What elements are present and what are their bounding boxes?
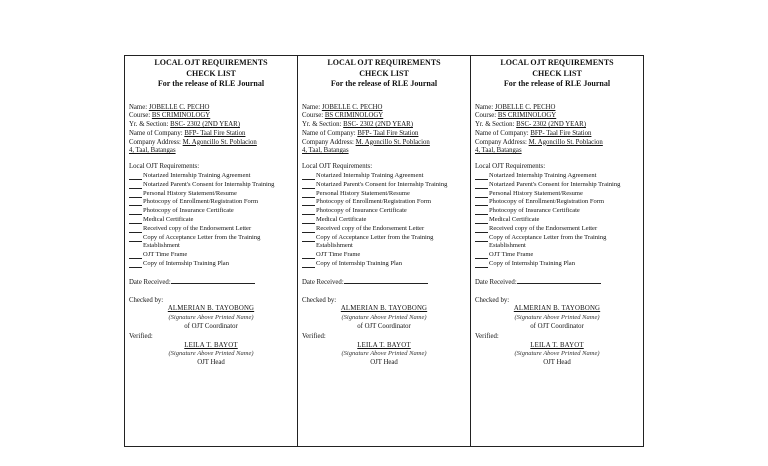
student-info (129, 104, 293, 157)
company-row (302, 130, 466, 139)
check-blank[interactable] (475, 198, 488, 206)
verified-label: Verified: (129, 332, 153, 340)
name-value: JOBELLE C. PECHO (148, 103, 210, 111)
requirement-item (475, 198, 639, 207)
requirement-item (475, 234, 639, 252)
address-value: M. Agoncillo St. Poblacion (182, 138, 257, 146)
header-line-3: For the release of RLE Journal (503, 79, 611, 88)
verifier-name: LEILA T. BAYOT (530, 341, 584, 349)
check-blank[interactable] (302, 172, 315, 180)
course-label: Course: (302, 112, 324, 120)
date-received-line[interactable] (517, 277, 601, 284)
requirement-label: Photocopy of Enrollment/Registration Form (316, 198, 432, 206)
course-label: Course: (129, 112, 151, 120)
header-line-1: LOCAL OJT REQUIREMENTS (154, 58, 268, 67)
requirement-label: Photocopy of Insurance Certificate (489, 207, 580, 215)
name-label: Name: (302, 103, 321, 111)
verifier-name: LEILA T. BAYOT (357, 341, 411, 349)
address-label: Company Address: (302, 138, 354, 146)
requirement-item (302, 234, 466, 252)
requirement-item (302, 181, 466, 190)
section-value: BSC- 2302 (2ND YEAR) (170, 121, 240, 129)
check-blank[interactable] (475, 225, 488, 233)
check-blank[interactable] (475, 260, 488, 268)
requirement-label: Personal History Statement/Resume (489, 189, 583, 197)
address-continued (302, 147, 466, 156)
checked-by-label: Checked by: (475, 296, 510, 304)
course-row (475, 112, 639, 121)
check-blank[interactable] (129, 225, 142, 233)
verifier-signature (475, 342, 639, 368)
course-row (129, 112, 293, 121)
checker-name: ALMERIAN B. TAYOBONG (167, 305, 255, 313)
verified-label: Verified: (475, 332, 499, 340)
requirements-list (475, 172, 639, 269)
requirement-label: OJT Time Frame (143, 251, 188, 259)
check-blank[interactable] (302, 260, 315, 268)
address-label: Company Address: (129, 138, 181, 146)
requirement-item (129, 190, 293, 199)
requirement-item (129, 225, 293, 234)
verifier-signature-note: (Signature Above Printed Name) (168, 350, 254, 358)
requirement-item (129, 198, 293, 207)
checked-by-label: Checked by: (302, 296, 337, 304)
section-row (302, 121, 466, 130)
card-header (302, 58, 466, 90)
name-label: Name: (129, 103, 148, 111)
company-label: Name of Company: (129, 129, 183, 137)
header-line-2: CHECK LIST (532, 68, 582, 78)
requirement-label: Copy of Internship Training Plan (143, 260, 229, 268)
requirement-item (475, 225, 639, 234)
company-value: BFP- Taal Fire Station (357, 129, 419, 137)
requirement-label: Photocopy of Insurance Certificate (316, 207, 407, 215)
header-line-2: CHECK LIST (186, 68, 236, 78)
date-received (129, 277, 293, 288)
address-continued-value: 4, Taal, Batangas (302, 147, 349, 155)
requirement-item (475, 216, 639, 225)
company-label: Name of Company: (302, 129, 356, 137)
header-line-1: LOCAL OJT REQUIREMENTS (500, 58, 614, 67)
checker-signature (129, 305, 293, 331)
requirement-item (475, 251, 639, 260)
section-label: Yr. & Section: (302, 121, 342, 129)
check-blank[interactable] (475, 251, 488, 259)
address-row (302, 139, 466, 148)
requirement-item (129, 234, 293, 252)
check-blank[interactable] (475, 216, 488, 224)
requirement-item (129, 172, 293, 181)
verifier-title: OJT Head (197, 359, 225, 367)
date-received (475, 277, 639, 288)
checked-by-label: Checked by: (129, 296, 164, 304)
course-label: Course: (475, 112, 497, 120)
company-row (129, 130, 293, 139)
requirement-label: Medical Certificate (143, 216, 194, 224)
date-received-line[interactable] (344, 277, 428, 284)
requirement-label: Photocopy of Insurance Certificate (143, 207, 234, 215)
section-label: Yr. & Section: (129, 121, 169, 129)
checker-signature-note: (Signature Above Printed Name) (168, 314, 254, 322)
requirement-label: Copy of Acceptance Letter from the Training Establishment (143, 233, 261, 250)
requirement-label: Photocopy of Enrollment/Registration Form (143, 198, 259, 206)
requirement-label: Notarized Parent's Consent for Internship Training (489, 180, 621, 188)
requirement-item (475, 207, 639, 216)
date-received-label: Date Received: (129, 278, 171, 286)
requirement-label: Received copy of the Endorsement Letter (489, 224, 598, 232)
date-received-label: Date Received: (475, 278, 517, 286)
check-blank[interactable] (475, 207, 488, 215)
requirement-label: Notarized Parent's Consent for Internship Training (143, 180, 275, 188)
checklist-card-3 (470, 55, 644, 447)
section-value: BSC- 2302 (2ND YEAR) (516, 121, 586, 129)
requirement-label: Medical Certificate (489, 216, 540, 224)
verifier-title: OJT Head (370, 359, 398, 367)
requirements-title: Local OJT Requirements: (475, 163, 546, 171)
company-value: BFP- Taal Fire Station (184, 129, 246, 137)
card-header (129, 58, 293, 90)
requirement-item (302, 216, 466, 225)
requirement-label: Received copy of the Endorsement Letter (316, 224, 425, 232)
check-blank[interactable] (129, 190, 142, 198)
requirement-item (129, 216, 293, 225)
requirement-item (129, 260, 293, 269)
requirement-label: OJT Time Frame (316, 251, 361, 259)
checker-signature (475, 305, 639, 331)
address-continued-value: 4, Taal, Batangas (129, 147, 176, 155)
requirement-label: Copy of Internship Training Plan (316, 260, 402, 268)
requirement-item (475, 260, 639, 269)
requirement-item (302, 207, 466, 216)
requirement-label: Medical Certificate (316, 216, 367, 224)
check-blank[interactable] (302, 216, 315, 224)
requirement-label: Copy of Internship Training Plan (489, 260, 575, 268)
requirement-item (302, 225, 466, 234)
requirement-label: Personal History Statement/Resume (316, 189, 410, 197)
section-value: BSC- 2302 (2ND YEAR) (343, 121, 413, 129)
card-header (475, 58, 639, 90)
check-blank[interactable] (129, 260, 142, 268)
student-info (302, 104, 466, 157)
check-blank[interactable] (302, 181, 315, 189)
check-blank[interactable] (129, 251, 142, 259)
check-blank[interactable] (129, 181, 142, 189)
section-label: Yr. & Section: (475, 121, 515, 129)
checker-title: of OJT Coordinator (184, 323, 238, 331)
verifier-name: LEILA T. BAYOT (184, 341, 238, 349)
address-label: Company Address: (475, 138, 527, 146)
requirement-item (302, 198, 466, 207)
requirement-item (129, 181, 293, 190)
address-continued (475, 147, 639, 156)
verifier-signature (302, 342, 466, 368)
course-row (302, 112, 466, 121)
company-value: BFP- Taal Fire Station (530, 129, 592, 137)
check-blank[interactable] (475, 181, 488, 189)
date-received (302, 277, 466, 288)
course-value: BS CRIMINOLOGY (151, 112, 211, 120)
checker-name: ALMERIAN B. TAYOBONG (513, 305, 601, 313)
date-received-line[interactable] (171, 277, 255, 284)
checklist-card-1 (124, 55, 298, 447)
requirement-label: Copy of Acceptance Letter from the Training Establishment (489, 233, 607, 250)
requirement-label: Notarized Internship Training Agreement (489, 172, 597, 180)
address-continued-value: 4, Taal, Batangas (475, 147, 522, 155)
check-blank[interactable] (302, 190, 315, 198)
checker-name: ALMERIAN B. TAYOBONG (340, 305, 428, 313)
requirement-item (475, 181, 639, 190)
requirement-label: Received copy of the Endorsement Letter (143, 224, 252, 232)
company-row (475, 130, 639, 139)
header-line-3: For the release of RLE Journal (330, 79, 438, 88)
name-row (302, 104, 466, 113)
address-value: M. Agoncillo St. Poblacion (528, 138, 603, 146)
address-row (475, 139, 639, 148)
address-row (129, 139, 293, 148)
check-blank[interactable] (475, 172, 488, 180)
requirement-label: Photocopy of Enrollment/Registration Form (489, 198, 605, 206)
requirement-label: Copy of Acceptance Letter from the Training Establishment (316, 233, 434, 250)
checker-title: of OJT Coordinator (357, 323, 411, 331)
name-label: Name: (475, 103, 494, 111)
requirement-item (302, 260, 466, 269)
requirement-item (475, 172, 639, 181)
check-blank[interactable] (302, 234, 315, 242)
header-line-3: For the release of RLE Journal (157, 79, 265, 88)
checker-title: of OJT Coordinator (530, 323, 584, 331)
requirement-label: Notarized Internship Training Agreement (143, 172, 251, 180)
check-blank[interactable] (302, 225, 315, 233)
checker-signature (302, 305, 466, 331)
requirement-item (302, 172, 466, 181)
requirements-list (302, 172, 466, 269)
checklist-card-2 (297, 55, 471, 447)
name-row (129, 104, 293, 113)
name-value: JOBELLE C. PECHO (494, 103, 556, 111)
course-value: BS CRIMINOLOGY (324, 112, 384, 120)
requirements-list (129, 172, 293, 269)
requirement-label: Notarized Parent's Consent for Internship Training (316, 180, 448, 188)
student-info (475, 104, 639, 157)
check-blank[interactable] (302, 251, 315, 259)
verifier-signature-note: (Signature Above Printed Name) (341, 350, 427, 358)
checker-signature-note: (Signature Above Printed Name) (514, 314, 600, 322)
check-blank[interactable] (129, 216, 142, 224)
header-line-2: CHECK LIST (359, 68, 409, 78)
requirements-title: Local OJT Requirements: (129, 163, 200, 171)
section-row (129, 121, 293, 130)
verified-label: Verified: (302, 332, 326, 340)
check-blank[interactable] (129, 198, 142, 206)
name-row (475, 104, 639, 113)
requirement-label: OJT Time Frame (489, 251, 534, 259)
requirement-label: Personal History Statement/Resume (143, 189, 237, 197)
checker-signature-note: (Signature Above Printed Name) (341, 314, 427, 322)
requirement-item (302, 251, 466, 260)
requirements-title: Local OJT Requirements: (302, 163, 373, 171)
verifier-signature (129, 342, 293, 368)
check-blank[interactable] (302, 207, 315, 215)
check-blank[interactable] (129, 234, 142, 242)
check-blank[interactable] (475, 190, 488, 198)
verifier-title: OJT Head (543, 359, 571, 367)
requirement-item (302, 190, 466, 199)
name-value: JOBELLE C. PECHO (321, 103, 383, 111)
header-line-1: LOCAL OJT REQUIREMENTS (327, 58, 441, 67)
check-blank[interactable] (302, 198, 315, 206)
section-row (475, 121, 639, 130)
check-blank[interactable] (129, 207, 142, 215)
check-blank[interactable] (475, 234, 488, 242)
requirement-item (129, 207, 293, 216)
requirement-item (129, 251, 293, 260)
requirement-label: Notarized Internship Training Agreement (316, 172, 424, 180)
check-blank[interactable] (129, 172, 142, 180)
address-value: M. Agoncillo St. Poblacion (355, 138, 430, 146)
verifier-signature-note: (Signature Above Printed Name) (514, 350, 600, 358)
course-value: BS CRIMINOLOGY (497, 112, 557, 120)
address-continued (129, 147, 293, 156)
company-label: Name of Company: (475, 129, 529, 137)
date-received-label: Date Received: (302, 278, 344, 286)
requirement-item (475, 190, 639, 199)
